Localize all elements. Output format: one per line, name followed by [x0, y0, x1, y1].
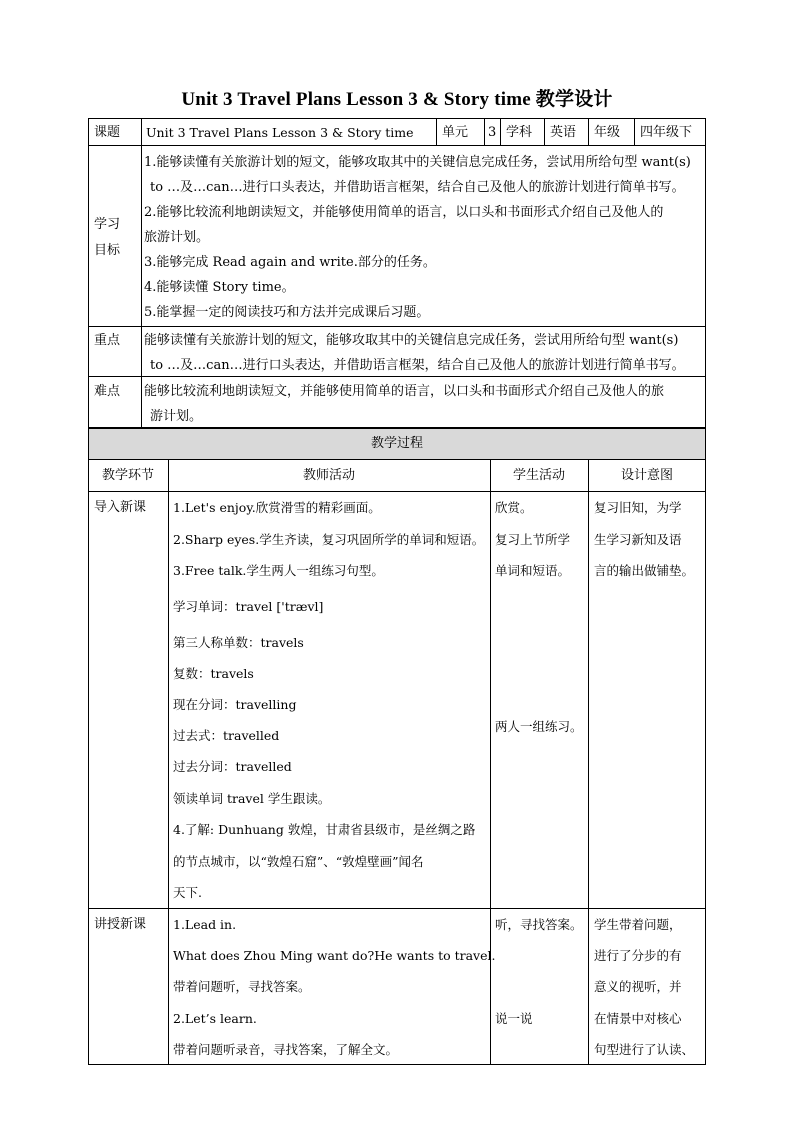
teacher-line: 2.Let’s learn.	[173, 1011, 257, 1026]
col-header-teacher: 教师活动	[302, 468, 355, 483]
teacher-line: 天下.	[173, 885, 202, 900]
objectives-label-1: 学习	[94, 217, 121, 232]
student-line: 说一说	[495, 1011, 533, 1026]
teacher-line: 现在分词：travelling	[173, 697, 297, 712]
objective-line: 3.能够完成 Read again and write.部分的任务。	[144, 255, 436, 270]
topic-label: 课题	[94, 125, 121, 140]
teacher-line: 4.了解: Dunhuang 敦煌，甘肃省县级市，是丝绸之路	[173, 822, 476, 837]
teacher-line: 复数：travels	[173, 666, 254, 681]
topic-value: Unit 3 Travel Plans Lesson 3 & Story time	[146, 125, 414, 140]
key-point-line: 能够读懂有关旅游计划的短文，能够攻取其中的关键信息完成任务，尝试用所给句型 want(s)	[144, 333, 679, 348]
document-title: Unit 3 Travel Plans Lesson 3 & Story time 教学设计	[181, 89, 613, 110]
difficult-points-text	[144, 379, 664, 429]
col-header-student: 学生活动	[512, 468, 565, 483]
purpose-line: 句型进行了认读、	[594, 1042, 695, 1057]
key-points-text	[144, 328, 685, 378]
purpose-line: 复习旧知，为学	[594, 500, 682, 515]
process-section-title: 教学过程	[370, 436, 423, 451]
teacher-line: 过去式：travelled	[173, 728, 280, 743]
teacher-line: 过去分词：travelled	[173, 759, 292, 774]
purpose-line: 学生带着问题，	[594, 917, 682, 932]
teacher-line: 领读单词 travel 学生跟读。	[173, 791, 331, 806]
purpose-line: 进行了分步的有	[594, 948, 682, 963]
teacher-line: What does Zhou Ming want do?He wants to travel.	[173, 948, 496, 963]
purpose-line: 意义的视听，并	[594, 979, 682, 994]
objectives-text	[144, 150, 691, 325]
grade-label: 年级	[594, 125, 621, 140]
objective-line: 5.能掌握一定的阅读技巧和方法并完成课后习题。	[144, 305, 430, 320]
objective-line: 4.能够读懂 Story time。	[144, 280, 295, 295]
student-line: 欣赏。	[495, 500, 533, 515]
objective-line: to …及…can…进行口头表达，并借助语言框架，结合自己及他人的旅游计划进行简单书写。	[150, 180, 685, 195]
objectives-label-2: 目标	[94, 243, 121, 258]
student-line: 单词和短语。	[495, 563, 571, 578]
difficult-point-line: 游计划。	[150, 409, 203, 424]
unit-value: 3	[488, 125, 497, 140]
difficult-point-line: 能够比较流利地朗读短文，并能够使用简单的语言，以口头和书面形式介绍自己及他人的旅	[144, 384, 665, 399]
teacher-line: 第三人称单数：travels	[173, 635, 304, 650]
teacher-line: 1.Let's enjoy.欣赏滑雪的精彩画面。	[173, 500, 381, 515]
teacher-line: 2.Sharp eyes.学生齐读，复习巩固所学的单词和短语。	[173, 532, 485, 547]
col-header-purpose: 设计意图	[620, 468, 673, 483]
student-line: 听，寻找答案。	[495, 917, 583, 932]
teacher-line: 学习单词：travel ['trævl]	[173, 599, 324, 614]
purpose-line: 言的输出做铺垫。	[594, 563, 695, 578]
purpose-line: 在情景中对核心	[594, 1011, 682, 1026]
objective-line: 1.能够读懂有关旅游计划的短文，能够攻取其中的关键信息完成任务，尝试用所给句型 want(s)	[144, 155, 691, 170]
stage-new-lesson: 讲授新课	[94, 917, 147, 932]
unit-label: 单元	[442, 125, 469, 140]
teacher-line: 1.Lead in.	[173, 917, 237, 932]
teacher-line: 带着问题听，寻找答案。	[173, 979, 311, 994]
stage-intro: 导入新课	[94, 500, 147, 515]
col-header-stage: 教学环节	[101, 468, 154, 483]
subject-label: 学科	[506, 125, 533, 140]
teacher-line: 3.Free talk.学生两人一组练习句型。	[173, 563, 384, 578]
subject-value: 英语	[550, 125, 577, 140]
teacher-line: 的节点城市，以“敦煌石窟”、“敦煌壁画”闻名	[173, 854, 424, 869]
key-point-line: to …及…can…进行口头表达，并借助语言框架，结合自己及他人的旅游计划进行简单书写。	[150, 358, 685, 373]
objective-line: 2.能够比较流利地朗读短文，并能够使用简单的语言，以口头和书面形式介绍自己及他人的	[144, 205, 664, 220]
grade-value: 四年级下	[640, 125, 693, 140]
key-points-label: 重点	[94, 333, 121, 348]
student-line: 两人一组练习。	[495, 719, 583, 734]
teacher-line: 带着问题听录音，寻找答案，了解全文。	[173, 1042, 399, 1057]
purpose-line: 生学习新知及语	[594, 532, 682, 547]
difficult-points-label: 难点	[94, 384, 121, 399]
objective-line: 旅游计划。	[144, 230, 210, 245]
student-line: 复习上节所学	[495, 532, 571, 547]
